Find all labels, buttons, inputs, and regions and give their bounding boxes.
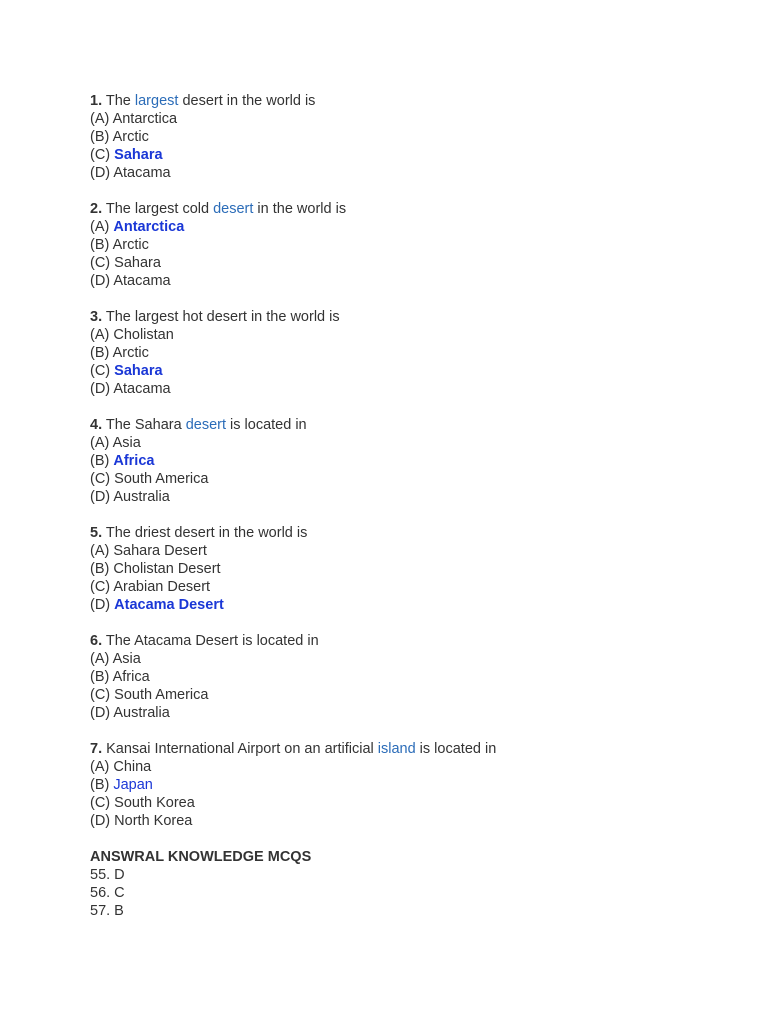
answer-option (90, 434, 730, 452)
answer-option (90, 146, 730, 164)
option-text: Arctic (112, 129, 149, 145)
option-letter: (D) (90, 813, 115, 829)
option-text: Atacama (113, 165, 171, 181)
option-letter: (A) (90, 327, 114, 343)
answer-option (90, 344, 730, 362)
answer-key-item: 56. C (90, 885, 125, 901)
answer-option (90, 164, 730, 182)
option-text: Cholistan Desert (113, 561, 221, 577)
option-text: South America (114, 687, 209, 703)
answer-option (90, 704, 730, 722)
answer-key (90, 848, 730, 920)
answer-option (90, 452, 730, 470)
answer-option (90, 254, 730, 272)
option-letter: (B) (90, 453, 114, 469)
answer-option (90, 218, 730, 236)
option-text: Arabian Desert (113, 579, 211, 595)
question-stem: The Atacama Desert is located in (105, 633, 319, 649)
option-letter: (A) (90, 543, 114, 559)
option-text: Australia (113, 705, 170, 721)
question-number: 7. (90, 741, 103, 757)
answer-option (90, 380, 730, 398)
question-list (90, 92, 730, 830)
option-text: China (113, 759, 152, 775)
option-letter: (B) (90, 669, 113, 685)
question-text (90, 200, 730, 218)
answer-option (90, 542, 730, 560)
option-letter: (A) (90, 759, 114, 775)
question-stem-end: in the world is (253, 201, 347, 217)
answer-key-item: 57. B (90, 903, 124, 919)
answer-option (90, 272, 730, 290)
option-text: Atacama (113, 381, 171, 397)
question-block (90, 200, 730, 290)
option-text: Asia (112, 435, 141, 451)
mcq-document (90, 92, 730, 938)
answer-option (90, 560, 730, 578)
question-stem: The driest desert in the world is (105, 525, 308, 541)
correct-answer-text: Sahara (114, 363, 163, 379)
option-letter: (D) (90, 165, 114, 181)
question-number: 3. (90, 309, 103, 325)
answer-option (90, 794, 730, 812)
option-letter: (C) (90, 255, 115, 271)
question-number: 4. (90, 417, 103, 433)
question-stem: Kansai International Airport on an artificial (106, 741, 378, 757)
option-letter: (A) (90, 219, 114, 235)
question-link[interactable]: desert (185, 417, 226, 433)
option-text: South Korea (114, 795, 195, 811)
question-block (90, 416, 730, 506)
question-number: 1. (90, 93, 103, 109)
option-letter: (D) (90, 597, 115, 613)
option-text: Sahara (114, 255, 161, 271)
answer-option (90, 110, 730, 128)
question-stem: The largest cold (105, 201, 214, 217)
correct-answer-text: Japan (113, 777, 153, 793)
answer-option (90, 578, 730, 596)
answer-option (90, 326, 730, 344)
correct-answer-text: Africa (113, 453, 155, 469)
answer-option (90, 650, 730, 668)
correct-answer-text: Sahara (114, 147, 163, 163)
option-text: Cholistan (113, 327, 174, 343)
option-letter: (C) (90, 687, 115, 703)
option-letter: (D) (90, 273, 114, 289)
question-stem-end: is located in (226, 417, 307, 433)
question-block (90, 740, 730, 830)
answer-key-title: ANSWRAL KNOWLEDGE MCQS (90, 849, 312, 865)
question-text (90, 524, 730, 542)
question-block (90, 524, 730, 614)
correct-answer-text: Antarctica (113, 219, 185, 235)
answer-option (90, 812, 730, 830)
answer-option (90, 776, 730, 794)
question-link[interactable]: desert (213, 201, 254, 217)
question-stem-end: desert in the world is (178, 93, 316, 109)
answer-option (90, 236, 730, 254)
option-letter: (D) (90, 705, 114, 721)
question-link[interactable]: largest (134, 93, 179, 109)
question-stem: The largest hot desert in the world is (105, 309, 340, 325)
option-text: Sahara Desert (113, 543, 207, 559)
question-text (90, 308, 730, 326)
question-text (90, 92, 730, 110)
option-text: North Korea (114, 813, 193, 829)
option-letter: (D) (90, 381, 114, 397)
option-letter: (A) (90, 111, 113, 127)
question-stem: The Sahara (105, 417, 186, 433)
option-text: Africa (112, 669, 150, 685)
option-letter: (C) (90, 579, 114, 595)
question-stem-end: is located in (415, 741, 497, 757)
question-number: 2. (90, 201, 103, 217)
option-letter: (B) (90, 129, 113, 145)
question-text (90, 632, 730, 650)
option-letter: (B) (90, 237, 113, 253)
answer-option (90, 668, 730, 686)
option-letter: (B) (90, 345, 113, 361)
option-text: Arctic (112, 345, 149, 361)
option-text: Asia (112, 651, 141, 667)
option-letter: (D) (90, 489, 114, 505)
option-text: South America (114, 471, 209, 487)
question-block (90, 632, 730, 722)
answer-option (90, 362, 730, 380)
answer-option (90, 488, 730, 506)
option-letter: (C) (90, 147, 115, 163)
answer-key-items (90, 866, 730, 920)
answer-option (90, 128, 730, 146)
question-block (90, 308, 730, 398)
question-block (90, 92, 730, 182)
option-letter: (C) (90, 795, 115, 811)
option-text: Antarctica (112, 111, 178, 127)
question-number: 5. (90, 525, 103, 541)
option-letter: (B) (90, 561, 114, 577)
answer-option (90, 596, 730, 614)
answer-option (90, 758, 730, 776)
question-link[interactable]: island (377, 741, 416, 757)
question-text (90, 740, 730, 758)
option-letter: (C) (90, 363, 115, 379)
option-text: Australia (113, 489, 170, 505)
question-text (90, 416, 730, 434)
question-stem: The (105, 93, 135, 109)
option-letter: (B) (90, 777, 114, 793)
option-text: Atacama (113, 273, 171, 289)
answer-key-item: 55. D (90, 867, 125, 883)
answer-option (90, 686, 730, 704)
option-letter: (A) (90, 435, 113, 451)
option-text: Arctic (112, 237, 149, 253)
correct-answer-text: Atacama Desert (114, 597, 224, 613)
option-letter: (C) (90, 471, 115, 487)
question-number: 6. (90, 633, 103, 649)
option-letter: (A) (90, 651, 113, 667)
answer-option (90, 470, 730, 488)
